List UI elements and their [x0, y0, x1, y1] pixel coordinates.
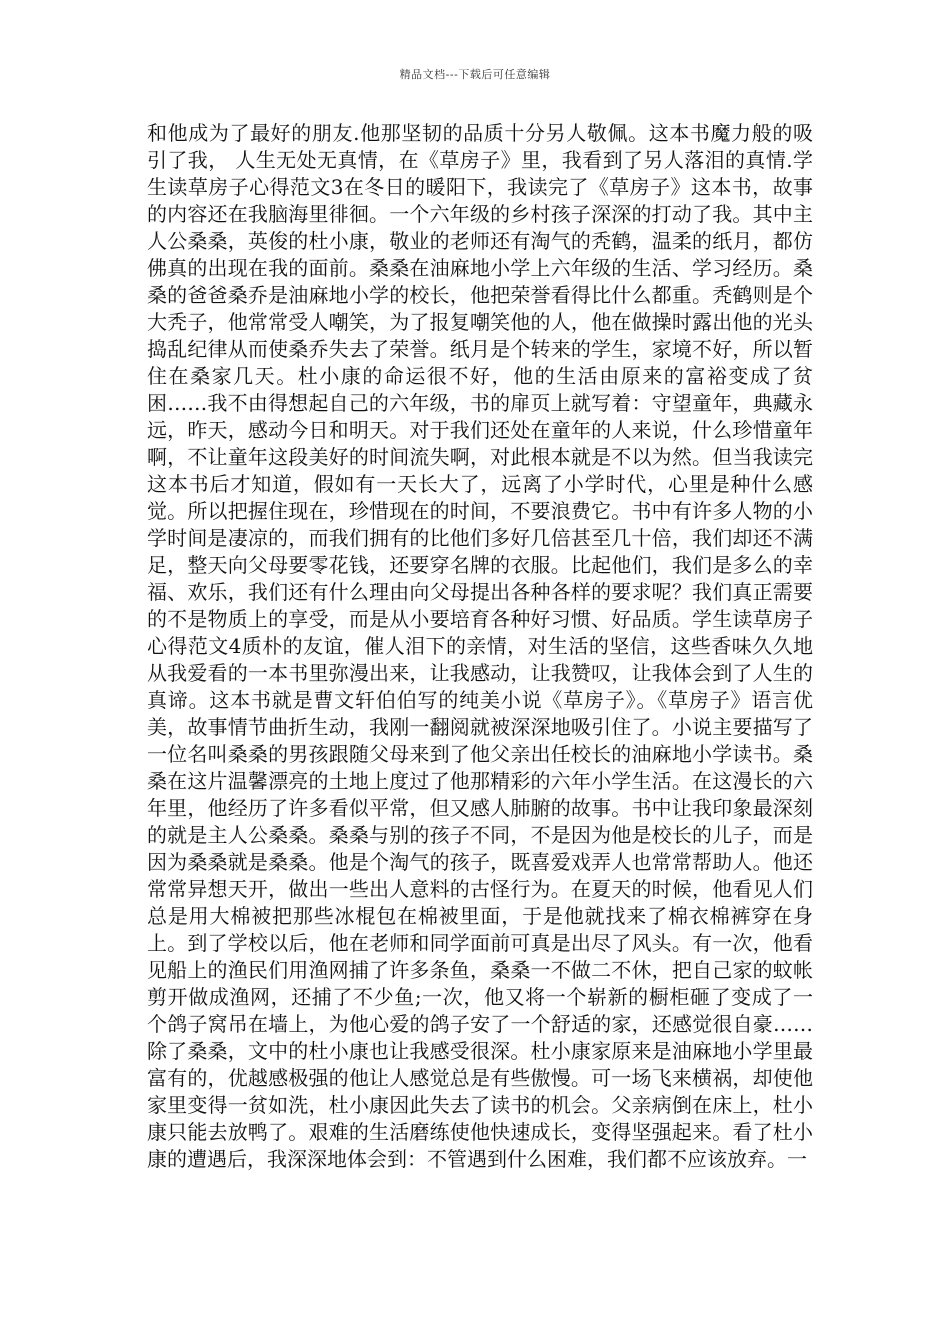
body-paragraph: 和他成为了最好的朋友.他那坚韧的品质十分另人敬佩。这本书魔力般的吸引了我， 人生无处无真情，在《草房子》里，我看到了另人落泪的真情.学生读草房子心得范文3在冬日的暖阳下，我读完了《草房子》这本书，故事的内容还在我脑海里徘徊。一个六年级的乡村孩子深深的打动了我。其中主人公桑桑，英俊的杜小康，敬业的老师还有淘气的秃鹤，温柔的纸月，都仿佛真的出现在我的面前。桑桑在油麻地小学上六年级的生活、学习经历。桑桑的爸爸桑乔是油麻地小学的校长，他把荣誉看得比什么都重。秃鹤则是个大秃子，他常常受人嘲笑，为了报复嘲笑他的人，他在做操时露出他的光头捣乱纪律从而使桑乔失去了荣誉。纸月是个转来的学生，家境不好，所以暂住在桑家几天。杜小康的命运很不好，他的生活由原来的富裕变成了贫困……我不由得想起自己的六年级，书的扉页上就写着：守望童年，典藏永远，昨天，感动今日和明天。对于我们还处在童年的人来说，什么珍惜童年啊，不让童年这段美好的时间流失啊，对此根本就是不以为然。但当我读完这本书后才知道，假如有一天长大了，远离了小学时代，心里是种什么感觉。所以把握住现在，珍惜现在的时间，不要浪费它。书中有许多人物的小学时间是凄凉的，而我们拥有的比他们多好几倍甚至几十倍，我们却还不满足，整天向父母要零花钱，还要穿名牌的衣服。比起他们，我们是多么的幸福、欢乐，我们还有什么理由向父母提出各种各样的要求呢？我们真正需要的不是物质上的享受，而是从小要培育各种好习惯、好品质。学生读草房子心得范文4质朴的友谊，催人泪下的亲情，对生活的坚信，这些香味久久地从我爱看的一本书里弥漫出来，让我感动，让我赞叹，让我体会到了人生的真谛。这本书就是曹文轩伯伯写的纯美小说《草房子》。《草房子》语言优美，故事情节曲折生动，我刚一翻阅就被深深地吸引住了。小说主要描写了一位名叫桑桑的男孩跟随父母来到了他父亲出任校长的油麻地小学读书。桑桑在这片温馨漂亮的土地上度过了他那精彩的六年小学生活。在这漫长的六年里，他经历了许多看似平常，但又感人肺腑的故事。书中让我印象最深刻的就是主人公桑桑。桑桑与别的孩子不同，不是因为他是校长的儿子，而是因为桑桑就是桑桑。他是个淘气的孩子，既喜爱戏弄人也常常帮助人。他还常常异想天开，做出一些出人意料的古怪行为。在夏天的时候，他看见人们总是用大棉被把那些冰棍包在棉被里面，于是他就找来了棉衣棉裤穿在身上。到了学校以后，他在老师和同学面前可真是出尽了风头。有一次，他看见船上的渔民们用渔网捕了许多条鱼，桑桑一不做二不休，把自己家的蚊帐剪开做成渔网，还捕了不少鱼;一次，他又将一个崭新的橱柜砸了变成了一个鸽子窝吊在墙上，为他心爱的鸽子安了一个舒适的家，还感觉很自豪……除了桑桑，文中的杜小康也让我感受很深。杜小康家原来是油麻地小学里最富有的，优越感极强的他让人感觉总是有些傲慢。可一场飞来横祸，却使他家里变得一贫如洗，杜小康因此失去了读书的机会。父亲病倒在床上，杜小康只能去放鸭了。艰难的生活磨练使他快速成长，变得坚强起来。看了杜小康的遭遇后，我深深地体会到：不管遇到什么困难，我们都不应该放弃。一	[147, 121, 813, 1171]
page-header: 精品文档---下载后可任意编辑	[399, 68, 551, 81]
